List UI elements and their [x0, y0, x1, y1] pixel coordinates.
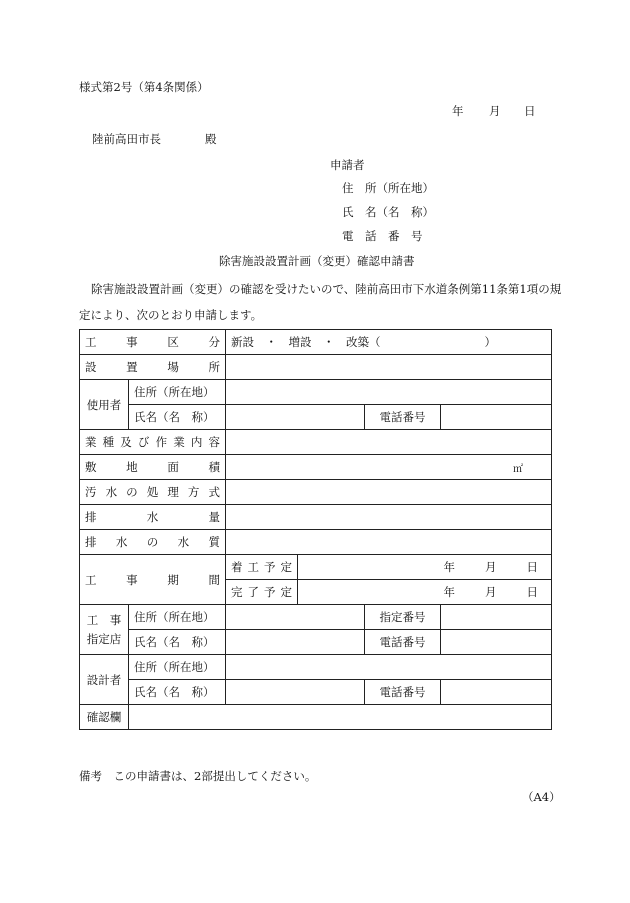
designer-name-label: 氏名（名 称）	[129, 680, 226, 705]
addressee: 陸前高田市長	[92, 132, 161, 146]
start-day: 日	[526, 560, 538, 574]
designer-address-field[interactable]	[226, 655, 552, 680]
form-number: 様式第2号（第4条関係）	[79, 80, 209, 94]
end-day: 日	[526, 585, 538, 599]
designer-name-field[interactable]	[226, 680, 365, 705]
body-text-line-2: 定により、次のとおり申請します。	[79, 308, 263, 322]
end-year: 年	[443, 585, 455, 599]
user-name-label: 氏名（名 称）	[129, 405, 226, 430]
contractor-phone-field[interactable]	[441, 630, 552, 655]
start-date-field[interactable]	[298, 555, 552, 580]
contractor-address-label: 住所（所在地）	[129, 605, 226, 630]
discharge-quality-field[interactable]	[226, 530, 552, 555]
contractor-phone-label: 電話番号	[365, 630, 441, 655]
start-year: 年	[443, 560, 455, 574]
location-field[interactable]	[226, 355, 552, 380]
confirmation-field	[129, 705, 552, 730]
business-field[interactable]	[226, 430, 552, 455]
user-phone-label: 電話番号	[365, 405, 441, 430]
location-label: 設 置 場 所	[80, 355, 226, 380]
period-label: 工 事 期 間	[80, 555, 226, 605]
contractor-name-field[interactable]	[226, 630, 365, 655]
discharge-volume-label: 排 水 量	[80, 505, 226, 530]
application-table	[79, 329, 552, 730]
remarks-note: 備考 この申請書は、2部提出してください。	[79, 769, 317, 783]
site-area-unit: ㎡	[513, 463, 523, 475]
discharge-quality-label: 排 水 の 水 質	[80, 530, 226, 555]
row-designer-address	[80, 655, 552, 680]
row-user-name	[80, 405, 552, 430]
row-discharge-volume	[80, 505, 552, 530]
row-business	[80, 430, 552, 455]
row-contractor-address	[80, 605, 552, 630]
contractor-label	[80, 605, 129, 655]
applicant-phone-label: 電 話 番 号	[342, 229, 423, 243]
row-discharge-quality	[80, 530, 552, 555]
row-period-start	[80, 555, 552, 580]
construction-type-label: 工 事 区 分	[80, 330, 226, 355]
designer-phone-label: 電話番号	[365, 680, 441, 705]
user-address-field[interactable]	[226, 380, 552, 405]
date-day: 日	[524, 104, 536, 118]
document-title: 除害施設設置計画（変更）確認申請書	[219, 254, 415, 268]
designation-number-field[interactable]	[441, 605, 552, 630]
row-site-area	[80, 455, 552, 480]
business-label: 業 種 及 び 作 業 内 容	[80, 430, 226, 455]
date-year: 年	[452, 104, 464, 118]
honorific: 殿	[205, 132, 217, 146]
user-address-label: 住所（所在地）	[129, 380, 226, 405]
row-construction-type	[80, 330, 552, 355]
contractor-label-line-2: 指定店	[86, 631, 122, 646]
site-area-field[interactable]	[226, 455, 552, 480]
construction-type-value[interactable]	[226, 330, 552, 355]
user-name-field[interactable]	[226, 405, 365, 430]
user-phone-field[interactable]	[441, 405, 552, 430]
contractor-label-line-1: 工 事	[86, 613, 122, 628]
contractor-name-label: 氏名（名 称）	[129, 630, 226, 655]
row-contractor-name	[80, 630, 552, 655]
contractor-address-field[interactable]	[226, 605, 365, 630]
applicant-title: 申請者	[330, 158, 365, 172]
construction-type-options: 新設 ・ 増設 ・ 改築（	[231, 335, 381, 349]
row-designer-name	[80, 680, 552, 705]
row-confirmation	[80, 705, 552, 730]
treatment-label: 汚 水 の 処 理 方 式	[80, 480, 226, 505]
designer-phone-field[interactable]	[441, 680, 552, 705]
row-location	[80, 355, 552, 380]
row-user-address	[80, 380, 552, 405]
applicant-name-label: 氏 名（名 称）	[342, 205, 434, 219]
end-label: 完 了 予 定	[226, 580, 298, 605]
site-area-label: 敷 地 面 積	[80, 455, 226, 480]
applicant-address-label: 住 所（所在地）	[342, 181, 434, 195]
confirmation-label: 確認欄	[80, 705, 129, 730]
row-treatment	[80, 480, 552, 505]
body-text-line-1: 除害施設設置計画（変更）の確認を受けたいので、陸前高田市下水道条例第11条第1項の規	[91, 282, 562, 296]
start-month: 月	[485, 560, 497, 574]
end-month: 月	[485, 585, 497, 599]
designer-label: 設計者	[80, 655, 129, 705]
date-month: 月	[489, 104, 501, 118]
designer-address-label: 住所（所在地）	[129, 655, 226, 680]
paper-size: （A4）	[522, 790, 561, 804]
construction-type-close: ）	[484, 335, 496, 349]
end-date-field[interactable]	[298, 580, 552, 605]
designation-number-label: 指定番号	[365, 605, 441, 630]
start-label: 着 工 予 定	[226, 555, 298, 580]
discharge-volume-field[interactable]	[226, 505, 552, 530]
user-label: 使用者	[80, 380, 129, 430]
treatment-field[interactable]	[226, 480, 552, 505]
